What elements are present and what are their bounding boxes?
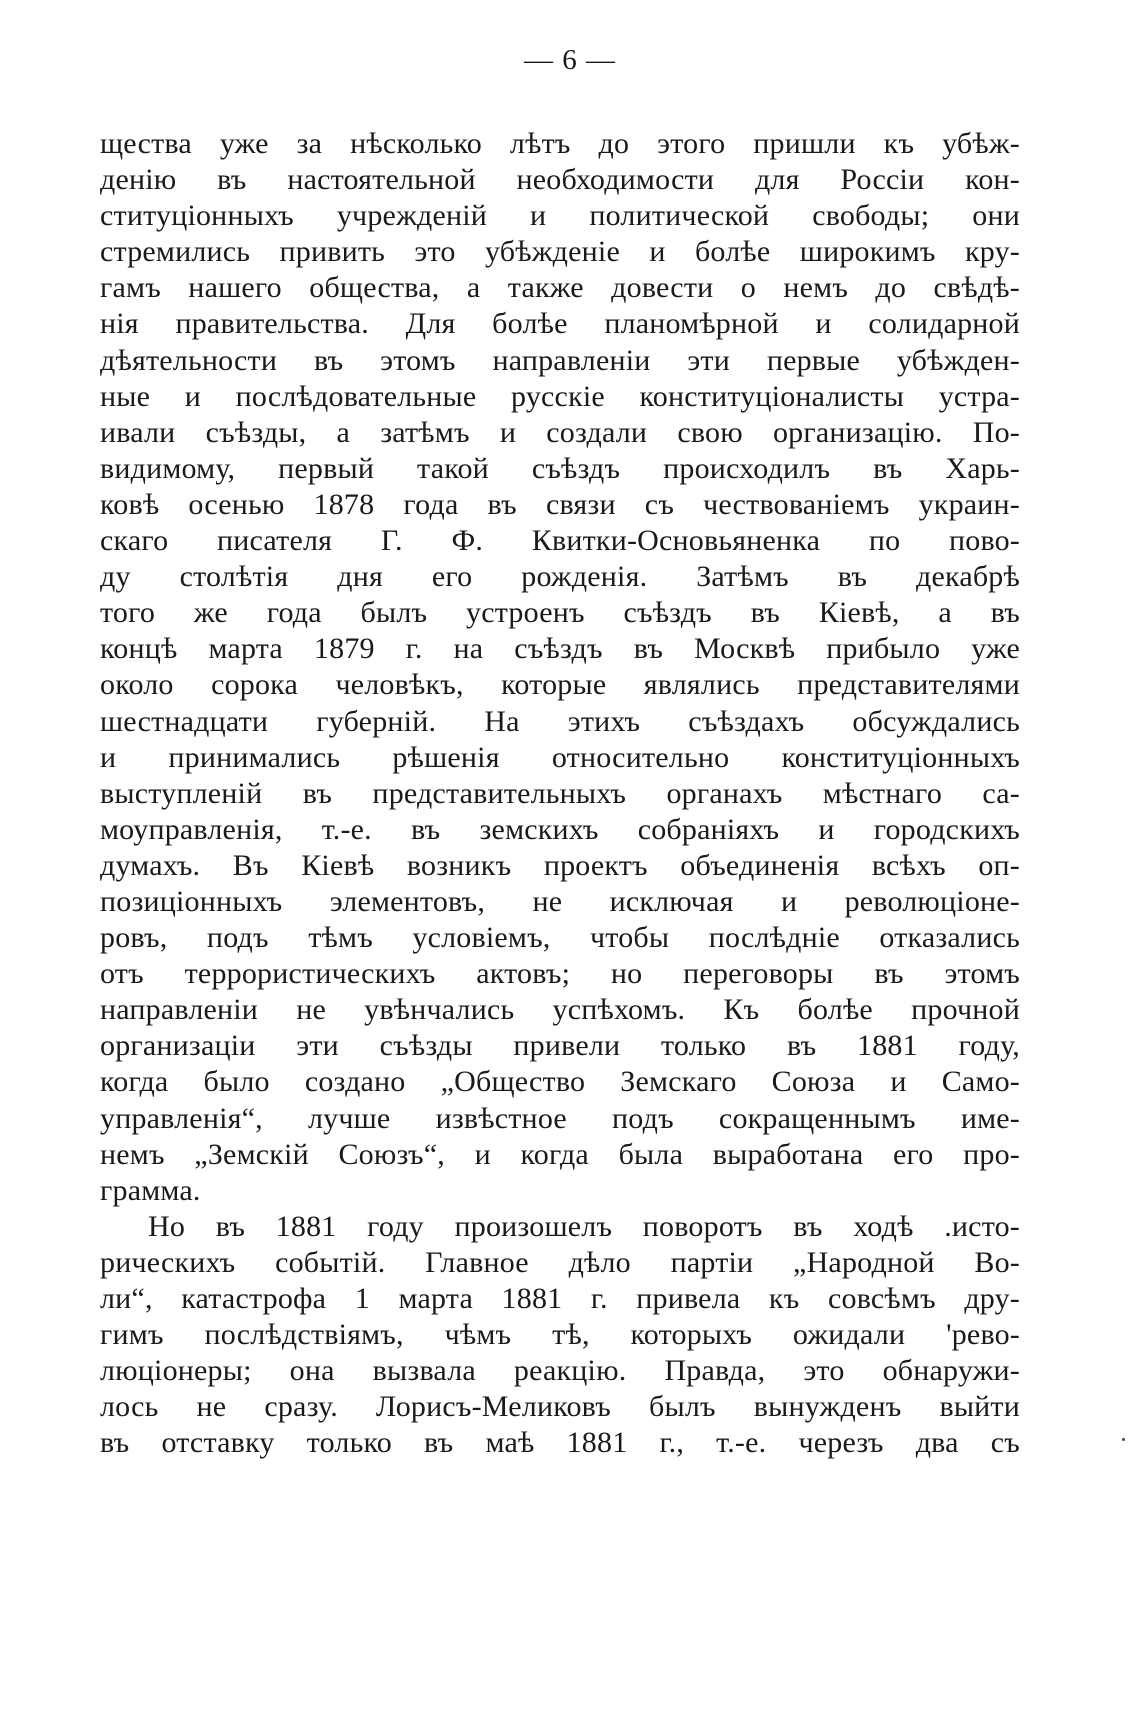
text-line: позиціонныхъ элементовъ, не исключая и революціоне- [100, 884, 1020, 918]
text-line: того же года былъ устроенъ съѣздъ въ Кіевѣ, а въ [100, 596, 1020, 630]
text-line: думахъ. Въ Кіевѣ возникъ проектъ объединенія всѣхъ оп- [100, 848, 1020, 882]
text-line: концѣ марта 1879 г. на съѣздъ въ Москвѣ прибыло уже [100, 632, 1020, 666]
text-line: организаціи эти съѣзды привели только въ 1881 году, [100, 1029, 1020, 1063]
text-line: гимъ послѣдствіямъ, чѣмъ тѣ, которыхъ ожидали 'рево- [100, 1318, 1020, 1352]
text-line: гамъ нашего общества, а также довести о немъ до свѣдѣ- [100, 271, 1020, 305]
text-line: люціонеры; она вызвала реакцію. Правда, это обнаружи- [100, 1354, 1020, 1388]
text-line: ровъ, подъ тѣмъ условіемъ, чтобы послѣдніе отказались [100, 921, 1020, 955]
text-line: и принимались рѣшенія относительно конституціонныхъ [100, 740, 1020, 774]
text-line: управленія“, лучше извѣстное подъ сокращеннымъ име- [100, 1101, 1020, 1135]
body-text [100, 126, 1020, 1461]
text-line: ституціонныхъ учрежденій и политической свободы; они [100, 199, 1020, 233]
text-line: скаго писателя Г. Ф. Квитки-Основьяненка по пово- [100, 524, 1020, 558]
text-line: видимому, первый такой съѣздъ происходилъ въ Харь- [100, 451, 1020, 485]
text-line: въ отставку только въ маѣ 1881 г., т.-е. черезъ два съ [100, 1426, 1020, 1460]
text-line: немъ „Земскій Союзъ“, и когда была выработана его про- [100, 1137, 1020, 1171]
text-line: направленіи не увѣнчались успѣхомъ. Къ болѣе прочной [100, 993, 1020, 1027]
text-line: отъ террористическихъ актовъ; но переговоры въ этомъ [100, 957, 1020, 991]
text-line: ду столѣтія дня его рожденія. Затѣмъ въ декабрѣ [100, 560, 1020, 594]
text-line: рическихъ событій. Главное дѣло партіи „Народной Во- [100, 1245, 1020, 1279]
page-number: — 6 — [524, 44, 616, 76]
text-line: выступленій въ представительныхъ органахъ мѣстнаго са- [100, 776, 1020, 810]
text-line: лось не сразу. Лорисъ-Меликовъ былъ вынужденъ выйти [100, 1390, 1020, 1424]
text-line: ковѣ осенью 1878 года въ связи съ чествованіемъ украин- [100, 487, 1020, 521]
text-line: моуправленія, т.-е. въ земскихъ собраніяхъ и городскихъ [100, 812, 1020, 846]
text-line: щества уже за нѣсколько лѣтъ до этого пришли къ убѣж- [100, 127, 1020, 160]
text-line: когда было создано „Общество Земскаго Союза и Само- [100, 1065, 1020, 1099]
text-line: шестнадцати губерній. На этихъ съѣздахъ обсуждались [100, 704, 1020, 738]
text-line: нія правительства. Для болѣе планомѣрной и солидарной [100, 307, 1020, 341]
text-line: около сорока человѣкъ, которые являлись представителями [100, 668, 1020, 702]
paragraph-start-line: Но въ 1881 году произошелъ поворотъ въ ходѣ .исто- [148, 1209, 1020, 1243]
text-line: стремились привить это убѣжденіе и болѣе широкимъ кру- [100, 235, 1020, 269]
text-line: ные и послѣдовательные русскіе конституціоналисты устра- [100, 379, 1020, 413]
text-line: ли“, катастрофа 1 марта 1881 г. привела къ совсѣмъ дру- [100, 1282, 1020, 1315]
scan-speck [1122, 1438, 1125, 1441]
text-line: денію въ настоятельной необходимости для Россіи кон- [100, 163, 1020, 197]
text-line: дѣятельности въ этомъ направленіи эти первые убѣжден- [100, 343, 1020, 377]
paragraph-end-line: грамма. [100, 1173, 201, 1207]
text-line: ивали съѣзды, а затѣмъ и создали свою организацію. По- [100, 415, 1020, 449]
